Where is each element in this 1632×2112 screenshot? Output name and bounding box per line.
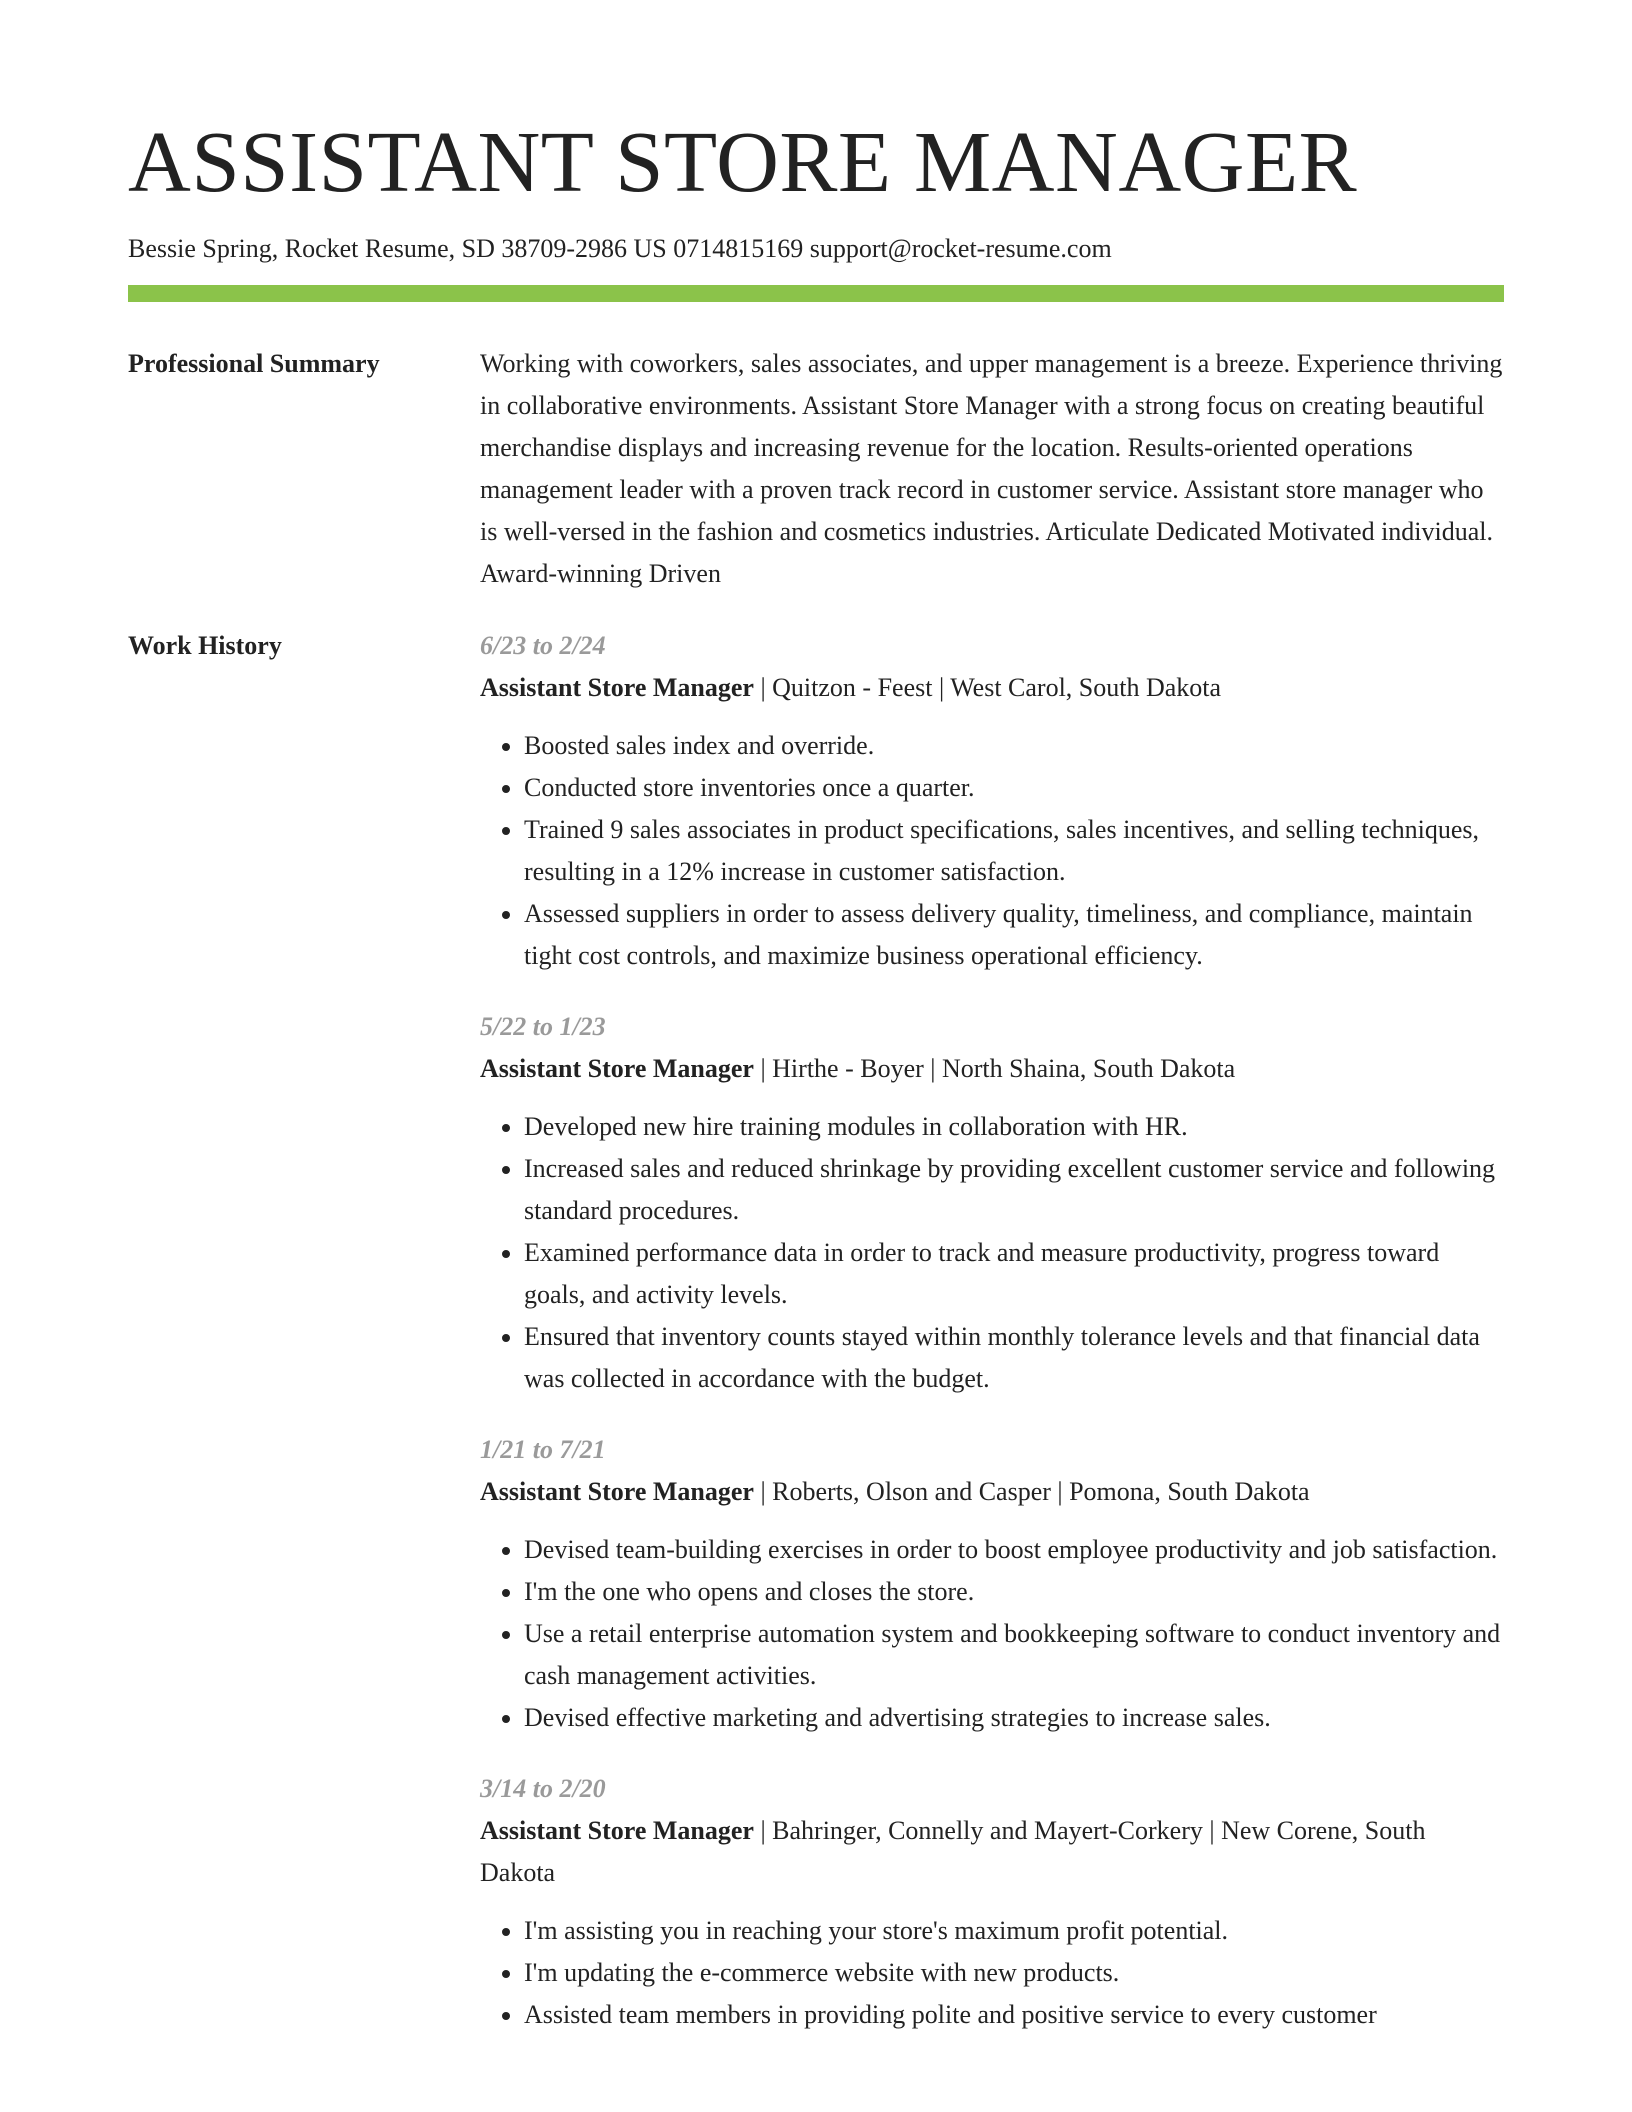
job-entry	[480, 1006, 1504, 1400]
job-title: Assistant Store Manager	[480, 1816, 754, 1845]
job-title: Assistant Store Manager	[480, 673, 754, 702]
job-bullets	[480, 1910, 1504, 2036]
job-bullet: • Assisted team members in providing polite and positive service to every customer	[524, 1994, 1504, 2036]
job-bullet: • Ensured that inventory counts stayed within monthly tolerance levels and that financial data was collected in accordance with the budget.	[524, 1316, 1504, 1400]
job-dates: 3/14 to 2/20	[480, 1774, 606, 1803]
job-entry	[480, 1429, 1504, 1739]
job-bullet: • Developed new hire training modules in collaboration with HR.	[524, 1106, 1504, 1148]
job-bullet: • I'm updating the e-commerce website with new products.	[524, 1952, 1504, 1994]
job-heading	[480, 1810, 1504, 1894]
job-heading	[480, 1471, 1504, 1513]
job-details: | Roberts, Olson and Casper | Pomona, South Dakota	[753, 1477, 1310, 1506]
job-bullets	[480, 725, 1504, 977]
job-bullet: • Boosted sales index and override.	[524, 725, 1504, 767]
job-bullet: • I'm the one who opens and closes the store.	[524, 1571, 1504, 1613]
job-bullet: • Devised effective marketing and advertising strategies to increase sales.	[524, 1697, 1504, 1739]
job-bullet: • Examined performance data in order to track and measure productivity, progress toward goals, and activity levels.	[524, 1232, 1504, 1316]
job-bullet: • Use a retail enterprise automation system and bookkeeping software to conduct inventory and cash management activities.	[524, 1613, 1504, 1697]
job-bullets	[480, 1529, 1504, 1739]
job-details: | Bahringer, Connelly and Mayert-Corkery | New Corene, South Dakota	[480, 1816, 1426, 1887]
job-dates: 5/22 to 1/23	[480, 1012, 606, 1041]
job-heading	[480, 1048, 1504, 1090]
summary-body	[480, 343, 1504, 595]
job-bullets	[480, 1106, 1504, 1400]
summary-heading: Professional Summary	[128, 349, 380, 378]
work-history-body	[480, 625, 1504, 2065]
job-heading	[480, 667, 1504, 709]
job-bullet: • Conducted store inventories once a quarter.	[524, 767, 1504, 809]
job-bullet: • Increased sales and reduced shrinkage by providing excellent customer service and following standard procedures.	[524, 1148, 1504, 1232]
job-bullet: • Devised team-building exercises in order to boost employee productivity and job satisfaction.	[524, 1529, 1504, 1571]
job-bullet: • I'm assisting you in reaching your store's maximum profit potential.	[524, 1910, 1504, 1952]
summary-text: Working with coworkers, sales associates, and upper management is a breeze. Experience thriving in collaborative environments. Assistant Store Manager with a strong focus on creating beautiful merchandise displays and increasing revenue for the location. Results-oriented operations management leader with a proven track record in customer service. Assistant store manager who is well-versed in the fashion and cosmetics industries. Articulate Dedicated Motivated individual. Award-winning Driven	[480, 349, 1503, 588]
job-bullet: • Assessed suppliers in order to assess delivery quality, timeliness, and compliance, maintain tight cost controls, and maximize business operational efficiency.	[524, 893, 1504, 977]
resume-title: ASSISTANT STORE MANAGER	[128, 113, 1358, 210]
work-history-heading: Work History	[128, 631, 282, 660]
job-title: Assistant Store Manager	[480, 1054, 754, 1083]
job-bullet: • Trained 9 sales associates in product specifications, sales incentives, and selling techniques, resulting in a 12% increase in customer satisfaction.	[524, 809, 1504, 893]
header-divider	[128, 285, 1504, 302]
job-dates: 1/21 to 7/21	[480, 1435, 606, 1464]
job-entry	[480, 625, 1504, 977]
job-details: | Quitzon - Feest | West Carol, South Dakota	[753, 673, 1222, 702]
job-details: | Hirthe - Boyer | North Shaina, South Dakota	[753, 1054, 1236, 1083]
job-entry	[480, 1768, 1504, 2036]
job-dates: 6/23 to 2/24	[480, 631, 606, 660]
job-title: Assistant Store Manager	[480, 1477, 754, 1506]
contact-line: Bessie Spring, Rocket Resume, SD 38709-2986 US 0714815169 support@rocket-resume.com	[128, 234, 1112, 263]
